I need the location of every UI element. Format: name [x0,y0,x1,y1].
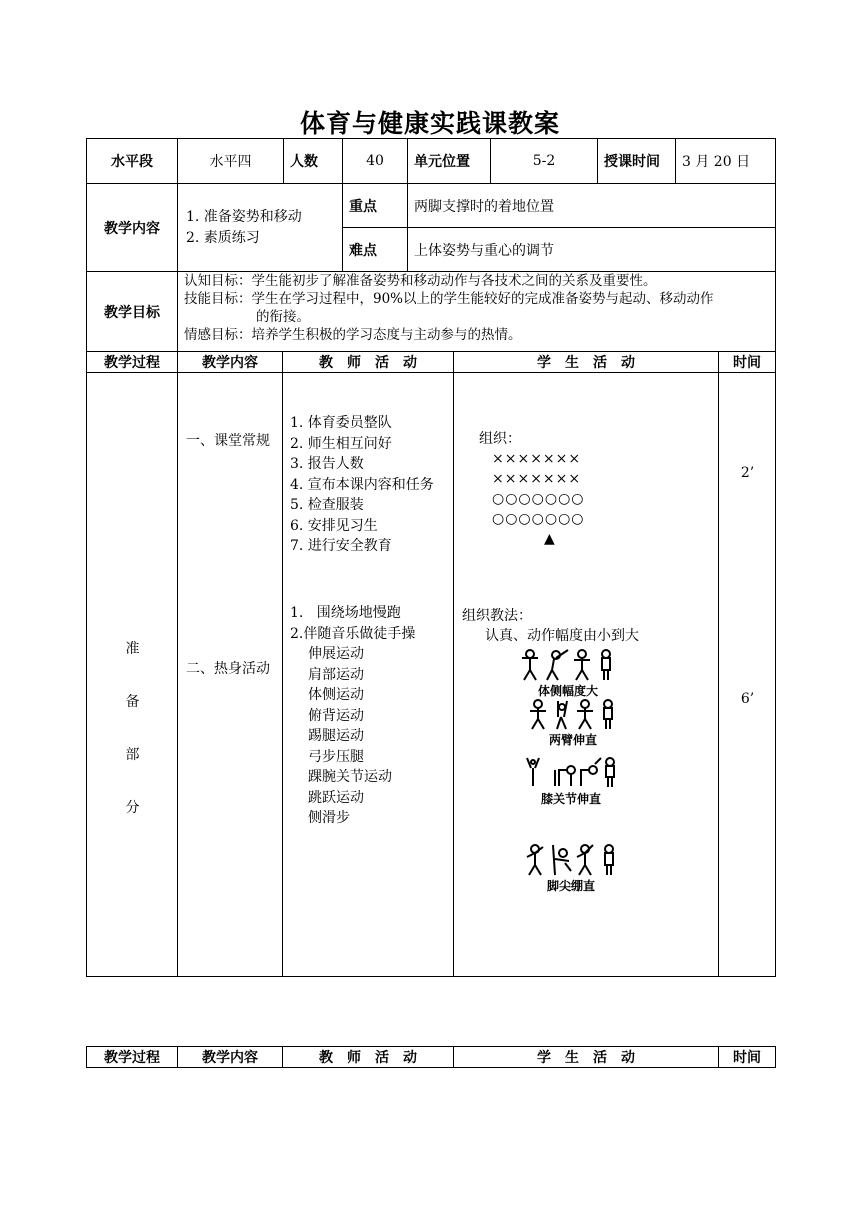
routine-item: 5. 检查服装 [290,497,364,513]
goals-label: 教学目标 [87,272,178,352]
teacher-triangle: ▲ [544,531,556,547]
knee-straight-figures-icon [525,756,617,790]
content-header: 教学内容 [178,352,283,373]
routine-item: 1. 体育委员整队 [290,415,392,431]
warmup-item: 踝腕关节运动 [308,769,392,785]
time-header: 时间 [719,352,776,373]
count-label: 人数 [284,139,343,184]
teacher-header: 教 师 活 动 [283,352,454,373]
toe-point-figures-icon [525,843,617,877]
warmup-item: 2.伴随音乐做徒手操 [290,625,416,642]
date-label: 授课时间 [598,139,676,184]
footer-teacher-header: 教 师 活 动 [283,1047,454,1068]
arms-straight-figures-icon [529,699,617,731]
routine-item: 4. 宣布本课内容和任务 [290,476,434,493]
formation-row: ××××××× [492,471,582,487]
prep-char-4: 分 [125,800,140,816]
student-activity [454,373,719,977]
stick-figures-arms [529,699,617,748]
content-item-1: 1. 准备姿势和移动 [186,209,302,225]
method-label: 组织教法： [462,608,532,624]
prep-char-2: 备 [125,694,140,710]
unit-value: 5-2 [491,139,598,184]
formation [492,449,585,549]
goal-skill-line2: 的衔接。 [256,309,310,325]
prep-char-1: 准 [125,641,140,657]
warmup-time: 6’ [740,691,755,707]
routine-item: 3. 报告人数 [290,456,364,472]
footer-student-header: 学 生 活 动 [454,1047,719,1068]
warmup-item: 1. 围绕场地慢跑 [290,605,401,621]
warmup-item: 踢腿运动 [308,728,364,744]
footer-process-header: 教学过程 [87,1047,178,1068]
difficult-value: 上体姿势与重心的调节 [408,228,776,272]
key-value: 两脚支撑时的着地位置 [408,184,776,228]
level-value: 水平四 [178,139,284,184]
warmup-item: 肩部运动 [308,666,364,683]
key-label: 重点 [343,184,408,228]
routine-title: 一、课堂常规 [186,433,270,449]
warmup-teacher-list [290,603,415,829]
caption-knee: 膝关节伸直 [540,792,601,806]
student-header: 学 生 活 动 [454,352,719,373]
goal-skill-line1: 技能目标：学生在学习过程中，90%以上的学生能较好的完成准备姿势与起动、移动动作 [184,291,714,307]
formation-row: ○○○○○○○ [492,491,585,507]
stick-figures-side-bend [520,648,616,699]
date-value: 3 月 20 日 [676,139,776,184]
goals-text [178,272,776,352]
header-table [86,138,776,184]
goals-table [86,271,776,352]
warmup-item: 弓步压腿 [308,748,364,765]
teacher-activity [283,373,454,977]
level-label: 水平段 [87,139,178,184]
process-header: 教学过程 [87,352,178,373]
caption-toe: 脚尖绷直 [546,879,595,893]
content-label: 教学内容 [87,184,178,272]
side-bend-figures-icon [520,648,616,682]
prep-section-label [87,623,178,835]
goal-cognitive: 认知目标：学生能初步了解准备姿势和移动动作与各技术之间的关系及重要性。 [184,273,657,289]
warmup-title: 二、热身活动 [186,661,270,677]
routine-item: 2. 师生相互问好 [290,435,392,452]
footer-time-header: 时间 [719,1047,776,1068]
count-value: 40 [343,139,408,184]
prep-content [178,373,283,977]
footer-content-header: 教学内容 [178,1047,283,1068]
warmup-item: 伸展运动 [308,646,364,662]
unit-label: 单元位置 [408,139,491,184]
difficult-label: 难点 [343,228,408,272]
prep-char-3: 部 [125,747,140,763]
formation-row: ××××××× [492,451,582,467]
method-text: 认真、动作幅度由小到大 [485,628,639,644]
stick-figures-toe [525,843,617,894]
formation-row: ○○○○○○○ [492,511,585,527]
page-title: 体育与健康实践课教案 [299,109,560,138]
org-label: 组织： [479,431,521,447]
warmup-item: 俯背运动 [308,707,364,724]
caption-side-bend: 体侧幅度大 [537,684,598,698]
routine-time: 2’ [740,465,755,481]
warmup-item: 侧滑步 [308,810,350,826]
prep-section [87,373,178,977]
routine-teacher-list [290,413,434,557]
goal-emotion: 情感目标：培养学生积极的学习态度与主动参与的热情。 [184,327,522,343]
footer-header-table [86,1046,776,1068]
routine-item: 7. 进行安全教育 [290,538,392,554]
content-items [178,184,343,272]
warmup-item: 跳跃运动 [308,789,364,806]
stick-figures-knee [525,756,617,807]
routine-item: 6. 安排见习生 [290,517,378,534]
caption-arms: 两臂伸直 [548,733,597,747]
content-table [86,183,776,272]
warmup-item: 体侧运动 [308,687,364,703]
content-item-2: 2. 素质练习 [186,229,260,246]
time-column [719,373,776,977]
process-table [86,351,776,977]
